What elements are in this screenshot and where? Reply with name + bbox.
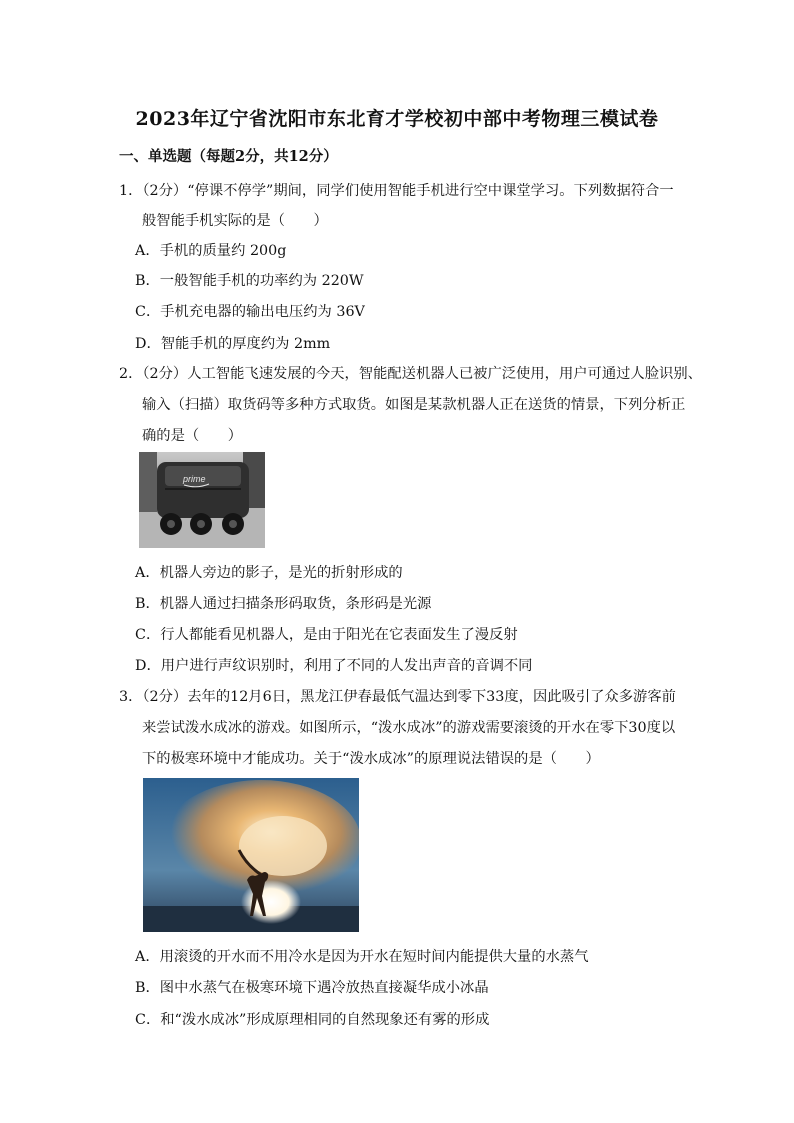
q2-option-c: C．行人都能看见机器人，是由于阳光在它表面发生了漫反射 [135,627,518,643]
q2-stem-line-1: 2．（2分）人工智能飞速发展的今天，智能配送机器人已被广泛使用，用户可通过人脸识别、 [119,366,702,382]
q1-stem-line-1: 1．（2分）“停课不停学”期间，同学们使用智能手机进行空中课堂学习。下列数据符合一 [119,183,674,199]
q3-stem-line-1: 3．（2分）去年的12月6日，黑龙江伊春最低气温达到零下33度，因此吸引了众多游客前 [119,689,676,705]
q2-option-b: B．机器人通过扫描条形码取货，条形码是光源 [135,596,432,612]
q2-stem-line-3: 确的是（ ） [142,428,243,444]
q1-option-b: B．一般智能手机的功率约为 220W [135,273,364,289]
q2-stem-line-2: 输入（扫描）取货码等多种方式取货。如图是某款机器人正在送货的情景，下列分析正 [142,397,686,413]
q3-option-a: A．用滚烫的开水而不用冷水是因为开水在短时间内能提供大量的水蒸气 [135,949,589,965]
water-to-ice-image [143,778,359,932]
q3-stem-line-3: 下的极寒环境中才能成功。关于“泼水成冰”的原理说法错误的是（ ） [142,751,600,767]
q2-option-d: D．用户进行声纹识别时，利用了不同的人发出声音的音调不同 [135,658,533,674]
robot-label-text: prime [183,474,206,484]
q1-option-d: D．智能手机的厚度约为 2mm [135,336,331,352]
q1-stem-line-2: 般智能手机实际的是（ ） [142,213,328,229]
delivery-robot-image [139,452,265,548]
page-title: 2023年辽宁省沈阳市东北育才学校初中部中考物理三模试卷 [135,108,659,130]
q3-stem-line-2: 来尝试泼水成冰的游戏。如图所示，“泼水成冰”的游戏需要滚烫的开水在零下30度以 [142,720,676,736]
q1-option-c: C．手机充电器的输出电压约为 36V [135,304,365,320]
section-heading: 一、单选题（每题2分，共12分） [119,148,338,165]
q3-option-b: B．图中水蒸气在极寒环境下遇冷放热直接凝华成小冰晶 [135,980,489,996]
q1-option-a: A．手机的质量约 200g [135,243,287,259]
q3-option-c: C．和“泼水成冰”形成原理相同的自然现象还有雾的形成 [135,1012,490,1028]
q2-option-a: A．机器人旁边的影子，是光的折射形成的 [135,565,403,581]
